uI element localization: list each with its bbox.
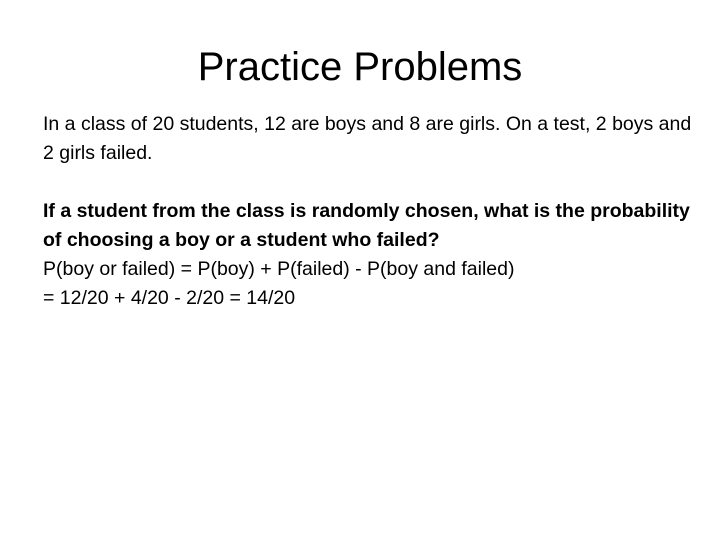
problem-intro: In a class of 20 students, 12 are boys and 8 are girls. On a test, 2 boys and 2 girls failed. <box>43 113 692 164</box>
solution-calculation: = 12/20 + 4/20 - 2/20 = 14/20 <box>43 287 296 309</box>
solution-formula: P(boy or failed) = P(boy) + P(failed) - P(boy and failed) <box>43 258 515 280</box>
slide-body <box>43 110 693 313</box>
slide-title: Practice Problems <box>197 45 523 89</box>
problem-question: If a student from the class is randomly chosen, what is the probability of choosing a boy or a student who failed? <box>43 200 690 251</box>
